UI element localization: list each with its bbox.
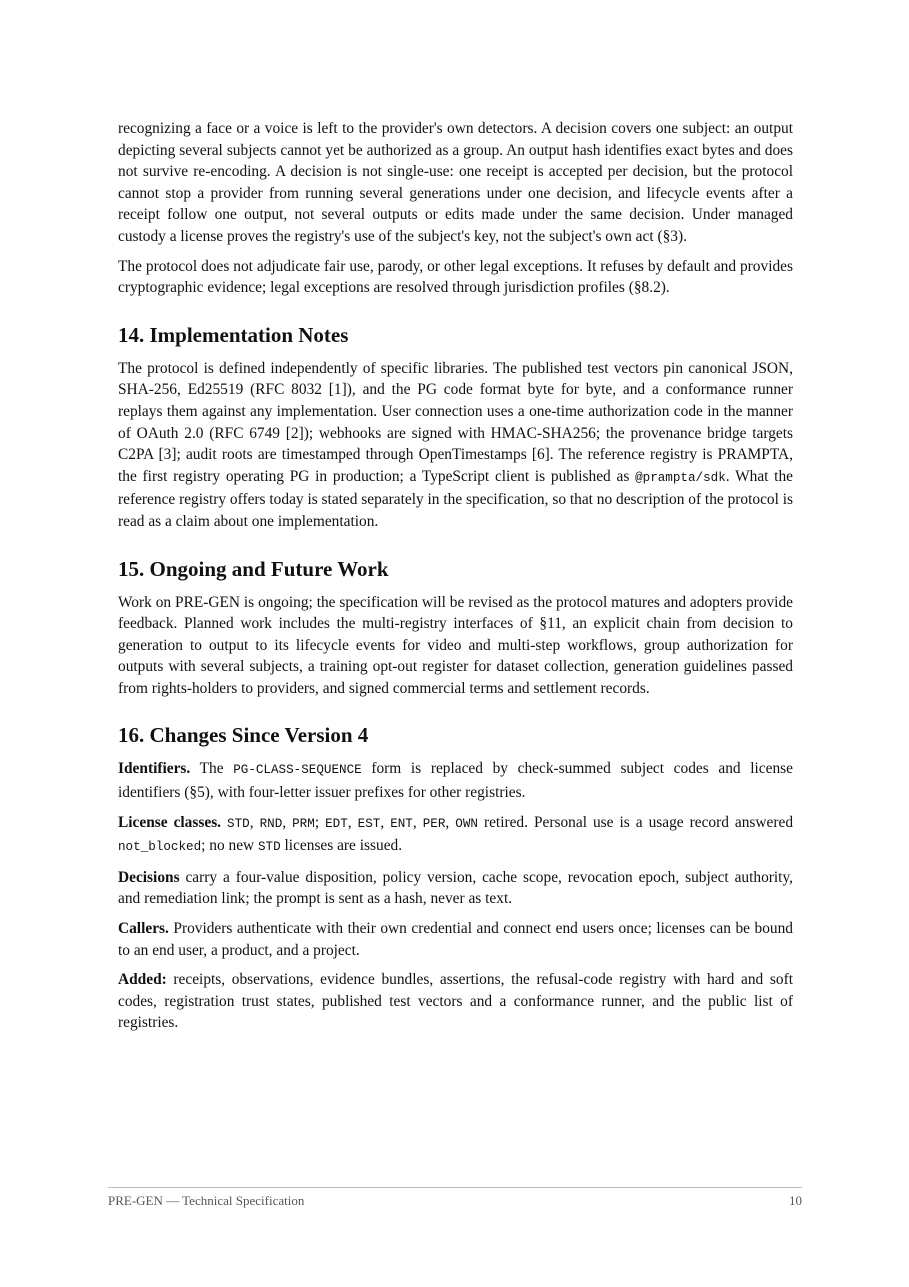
change-label: Added:	[118, 971, 167, 989]
change-label: License classes.	[118, 813, 222, 831]
intro-paragraph: recognizing a face or a voice is left to the provider's own detectors. A decision covers one subject: an output depicting several subjects cannot yet be authorized as a group. An output hash identifies exact bytes and does not survive re-encoding. A decision is not single-use: one receipt is accepted per decision, but the protocol cannot stop a provider from running several generations under one decision, and lifecycle events after a receipt follow one output, not several outputs or edits made under the same decision. Under managed custody a license proves the registry's use of the subject's key, not the subject's own act (§3).	[118, 120, 793, 245]
section-paragraph	[118, 358, 793, 533]
change-item-callers	[118, 918, 793, 961]
inline-code: EST	[357, 816, 381, 831]
change-item-added	[118, 969, 793, 1034]
page-footer	[108, 1193, 802, 1209]
text-run: The protocol is defined independently of specific libraries. The published test vectors pin canonical JSON, SHA-256, Ed25519 (RFC 8032 [1]), and the PG code format byte for byte, and a conformance runner replays them against any implementation. User connection uses a one-time authorization code in the manner of OAuth 2.0 (RFC 6749 [2]); webhooks are signed with HMAC-SHA256; the provenance bridge targets C2PA [3]; audit roots are timestamped through OpenTimestamps [6]. The reference registry is PRAMPTA, the first registry operating PG in production; a TypeScript client is published as	[118, 359, 793, 485]
text-run: ,	[380, 813, 391, 831]
page-body	[118, 118, 793, 1042]
footer-divider	[108, 1187, 802, 1188]
text-run: ; no new	[201, 837, 258, 855]
text-run: ;	[314, 813, 326, 831]
change-label: Identifiers.	[118, 760, 191, 778]
text-run: The	[190, 760, 234, 778]
inline-code: PER	[422, 816, 446, 831]
text-run: . What the reference registry offers today is stated separately in the specification, so that no description of the protocol is read as a claim about one implementation.	[118, 467, 793, 530]
section-heading: 15. Ongoing and Future Work	[118, 556, 389, 581]
inline-code: EDT	[325, 816, 348, 831]
text-run: receipts, observations, evidence bundles, assertions, the refusal-code registry with hard and soft codes, registration trust states, published test vectors and a conformance runner, and the public list of registries.	[118, 971, 793, 1032]
change-item-license-classes	[118, 812, 793, 859]
section-heading: 16. Changes Since Version 4	[118, 723, 369, 748]
change-item-identifiers	[118, 758, 793, 803]
text-run: ,	[445, 813, 456, 831]
text-run: ,	[347, 813, 358, 831]
text-run: licenses are issued.	[280, 837, 403, 855]
inline-code: STD	[227, 816, 250, 831]
inline-code: not_blocked	[118, 840, 202, 855]
inline-code: ENT	[390, 816, 413, 831]
change-label: Decisions	[118, 868, 180, 886]
section-paragraph: Work on PRE-GEN is ongoing; the specification will be revised as the protocol matures and adopters provide feedback. Planned work includes the multi-registry interfaces of §11, an explicit chain from decision to generation to output to its lifecycle events for video and multi-step workflows, group authorization for outputs with several subjects, a training opt-out register for dataset collection, generation guidelines passed from rights-holders to providers, and signed commercial terms and settlement records.	[118, 593, 793, 697]
inline-code: @prampta/sdk	[635, 470, 726, 485]
text-run: form is replaced by check-summed subject codes and license identifiers (§5), with four-letter issuer prefixes for other registries.	[118, 760, 793, 802]
change-label: Callers.	[118, 920, 169, 938]
inline-code: RND	[259, 816, 283, 831]
text-run: retired. Personal use is a usage record answered	[477, 813, 794, 831]
inline-code: STD	[258, 840, 281, 855]
change-item-decisions	[118, 867, 793, 910]
inline-code: PG-CLASS-SEQUENCE	[233, 763, 362, 778]
footer-title: PRE-GEN — Technical Specification	[108, 1193, 305, 1208]
inline-code: OWN	[455, 816, 478, 831]
intro-paragraph: The protocol does not adjudicate fair use, parody, or other legal exceptions. It refuses by default and provides cryptographic evidence; legal exceptions are resolved through jurisdiction profiles (§8.2).	[118, 257, 793, 297]
inline-code: PRM	[292, 816, 315, 831]
text-run: ,	[249, 813, 260, 831]
text-run: Providers authenticate with their own credential and connect end users once; licenses can be bound to an end user, a product, and a project.	[118, 920, 793, 959]
text-run: ,	[412, 813, 423, 831]
section-heading: 14. Implementation Notes	[118, 322, 349, 347]
text-run: carry a four-value disposition, policy version, cache scope, revocation epoch, subject authority, and remediation link; the prompt is sent as a hash, never as text.	[118, 868, 793, 908]
text-run: ,	[282, 813, 293, 831]
page-number: 10	[789, 1193, 802, 1208]
